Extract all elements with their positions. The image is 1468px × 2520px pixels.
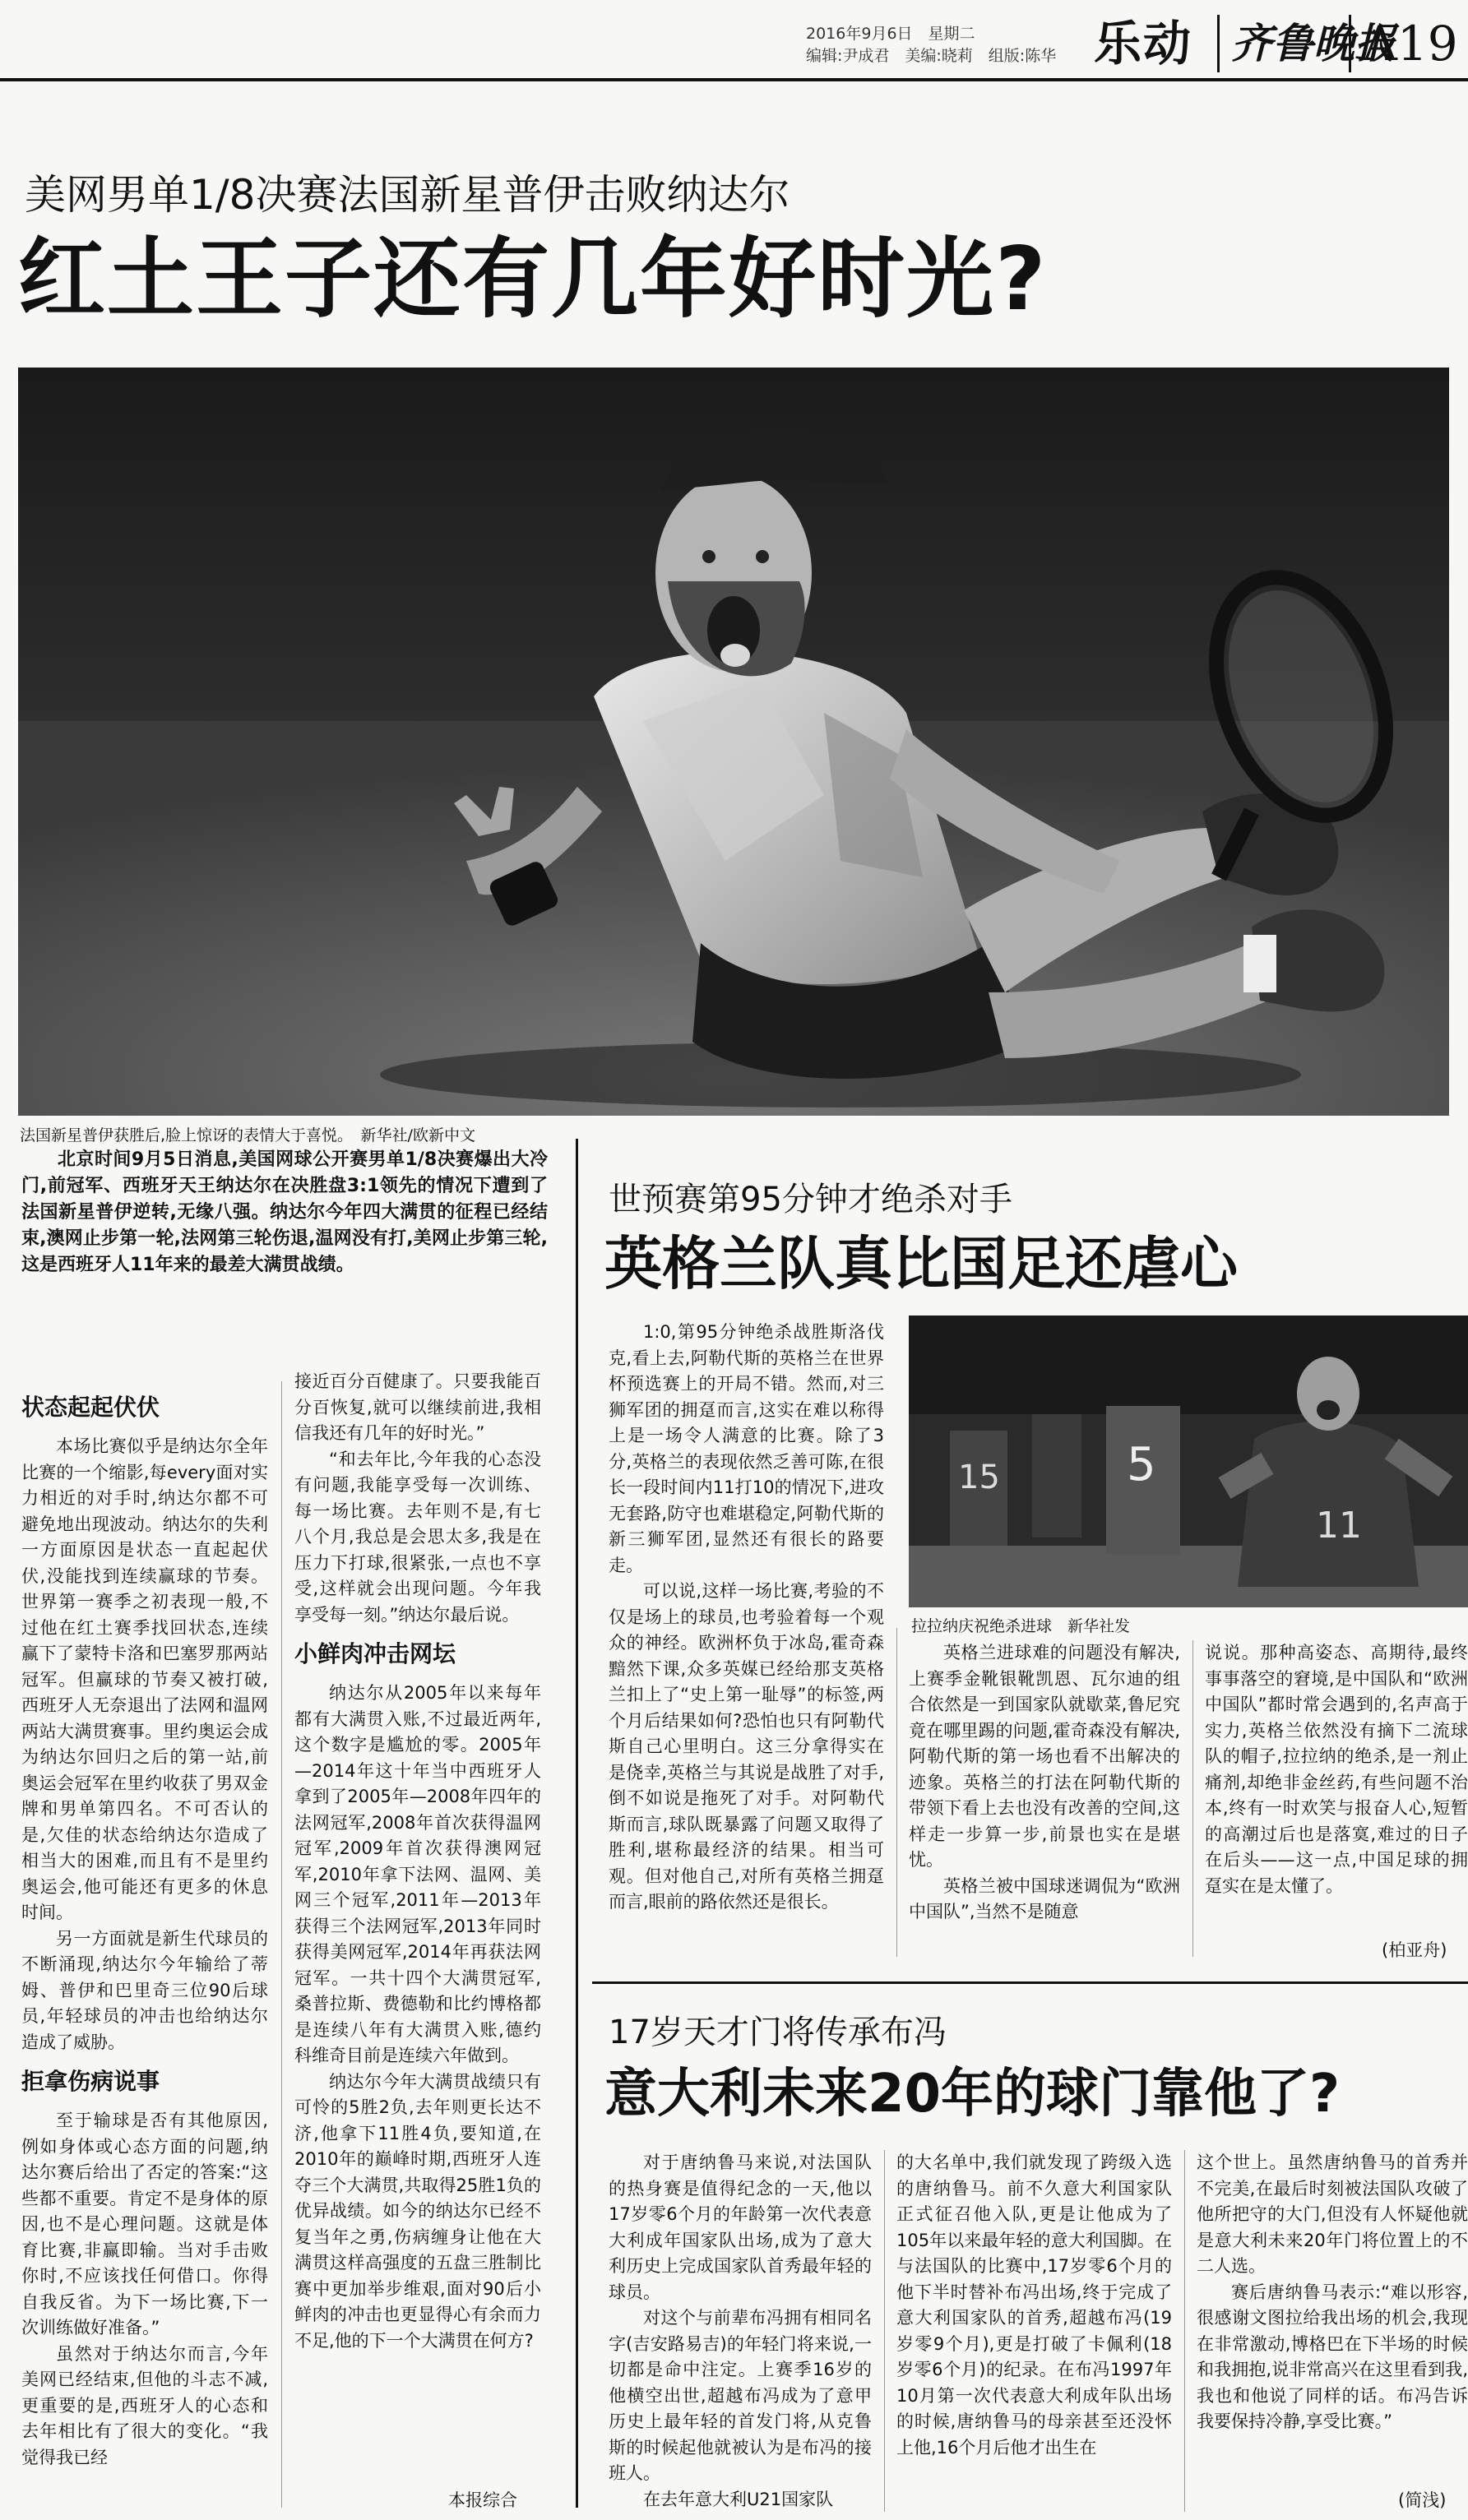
- column-subheading: 状态起起伏伏: [21, 1394, 160, 1421]
- column-paragraph: 在去年意大利U21国家队: [643, 2489, 834, 2509]
- column-paragraph: 对于唐纳鲁马来说,对法国队的热身赛是值得纪念的一天,他以17岁零6个月的年龄第一次代表意大利成年国家队出场,成为了意大利历史上完成国家队首秀最年轻的球员。: [609, 2152, 872, 2302]
- article2-kicker: 世预赛第95分钟才绝杀对手: [609, 1181, 1012, 1218]
- lead-photo-caption: 法国新星普伊获胜后,脸上惊讶的表情大于喜悦。 新华社/欧新中文: [20, 1126, 475, 1144]
- column-paragraph: 至于输球是否有其他原因,例如身体或心态方面的问题,纳达尔赛后给出了否定的答案:“这些都不重要。肯定不是身体的原因,也不是心理问题。这就是体育比赛,非赢即输。当对手击败你时,不应该找任何借口。你得自我反省。为下一场比赛,下一次训练做好准备。”: [21, 2111, 268, 2337]
- article2-column-2: [909, 1640, 1180, 1926]
- column-divider: [281, 1381, 282, 2508]
- column-paragraph: 接近百分百健康了。只要我能百分百恢复,就可以继续前进,我相信我还有几年的好时光。”: [294, 1371, 541, 1443]
- column-divider: [1192, 1640, 1193, 1957]
- lead-headline: 红土王子还有几年好时光?: [18, 229, 1048, 330]
- lead-kicker: 美网男单1/8决赛法国新星普伊击败纳达尔: [25, 171, 790, 219]
- newspaper-logo: 齐鲁晚报: [1217, 15, 1396, 72]
- article2-photo-caption: 拉拉纳庆祝绝杀进球 新华社发: [911, 1617, 1131, 1635]
- page-number: A19: [1349, 15, 1458, 72]
- article2-byline: (柏亚舟): [1382, 1940, 1447, 1960]
- column-paragraph: 说说。那种高姿态、高期待,最终事事落空的窘境,是中国队和“欧洲中国队”都时常会遇到的,名声高于实力,英格兰依然没有摘下二流球队的帽子,拉拉纳的绝杀,是一剂止痛剂,却绝非金丝药,有些问题不治本,终有一时欢笑与报奋人心,短暂的高潮过后也是落寞,难过的日子在后头——这一点,中国足球的拥趸实在是太懂了。: [1205, 1643, 1468, 1896]
- section-divider: [576, 1139, 578, 2508]
- masthead-meta: [806, 23, 1077, 67]
- lead-byline: 本报综合: [448, 2490, 517, 2510]
- column-paragraph: “和去年比,今年我的心态没有问题,我能享受每一次训练、每一场比赛。去年则不是,有七八个月,我总是会思太多,我是在压力下打球,很紧张,一点也不享受,这样就会出现问题。今年我享受每一刻。”纳达尔最后说。: [294, 1449, 541, 1625]
- issue-date: 2016年9月6日 星期二: [806, 25, 975, 43]
- article3-column-1: [609, 2150, 872, 2513]
- column-paragraph: 纳达尔从2005年以来每年都有大满贯入账,不过最近两年,这个数字是尴尬的零。2005年—2014年这十年当中西班牙人拿到了2005年—2008年四年的法网冠军,2008年首次获得温网冠军,2009年首次获得澳网冠军,2010年拿下法网、温网、美网三个冠军,2011年—2013年获得三个法网冠军,2013年同时获得美网冠军,2014年再获法网冠军。一共十四个大满贯冠军,桑普拉斯、费德勒和比约博格都是连续八年有大满贯入账,德约科维奇目前是连续六年做到。: [294, 1683, 541, 2065]
- article3-rule: [592, 1981, 1468, 1984]
- column-subheading: 小鲜肉冲击网坛: [294, 1640, 456, 1667]
- masthead-rule: [0, 78, 1468, 81]
- lead-column-1: [21, 1381, 268, 2471]
- column-paragraph: 本场比赛似乎是纳达尔全年比赛的一个缩影,每every面对实力相近的对手时,纳达尔都不可避免地出现波动。纳达尔的失利一方面原因是状态一直起起伏伏,没能找到连续赢球的节奏。世界第一赛季之初表现一般,不过他在红土赛季找回状态,连续赢下了蒙特卡洛和巴塞罗那两站冠军。但赢球的节奏又被打破,西班牙人无奈退出了法网和温网两站大满贯赛事。里约奥运会成为纳达尔回归之后的第一站,前奥运会冠军在里约收获了男双金牌和男单第四名。不可否认的是,欠佳的状态给纳达尔造成了相当大的困难,而且有不是里约奥运会,他可能还有更多的休息时间。: [21, 1436, 268, 1922]
- column-paragraph: 虽然对于纳达尔而言,今年美网已经结束,但他的斗志不减,更重要的是,西班牙人的心态和去年相比有了很大的变化。“我觉得我已经: [21, 2343, 268, 2467]
- article2-photo: [909, 1315, 1468, 1607]
- staff-credits: 编辑:尹成君 美编:晓莉 组版:陈华: [806, 47, 1057, 65]
- column-paragraph: 的大名单中,我们就发现了跨级入选的唐纳鲁马。前不久意大利国家队正式征召他入队,更是让他成为了105年以来最年轻的意大利国脚。在与法国队的比赛中,17岁零6个月的他下半时替补布冯出场,终于完成了意大利国家队的首秀,超越布冯(19岁零9个月),更是打破了卡佩利(18岁零6个月)的纪录。在布冯1997年10月第一次代表意大利成年队出场的时候,唐纳鲁马的母亲甚至还没怀上他,16个月后他才出生在: [896, 2152, 1172, 2458]
- article3-byline: (简浅): [1398, 2490, 1447, 2510]
- column-paragraph: 对这个与前辈布冯拥有相同名字(吉安路易吉)的年轻门将来说,一切都是命中注定。上赛季16岁的他横空出世,超越布冯成为了意甲历史上最年轻的首发门将,从克鲁斯的时候起他就被认为是布冯的接班人。: [609, 2308, 872, 2483]
- column-paragraph: 1:0,第95分钟绝杀战胜斯洛伐克,看上去,阿勒代斯的英格兰在世界杯预选赛上的开局不错。然而,对三狮军团的拥趸而言,这实在难以称得上是一场令人满意的比赛。除了3分,英格兰的表现依然乏善可陈,在很长一段时间内11打10的情况下,进攻无套路,防守也难堪稳定,阿勒代斯的新三狮军团,显然还有很长的路要走。: [609, 1322, 884, 1575]
- svg-text:15: 15: [958, 1459, 1000, 1496]
- section-name: 乐动: [1094, 16, 1193, 72]
- article2-headline: 英格兰队真比国足还虐心: [604, 1230, 1238, 1297]
- football-celebration-photo: [909, 1315, 1468, 1607]
- column-paragraph: 这个世上。虽然唐纳鲁马的首秀并不完美,在最后时刻被法国队攻破了他所把守的大门,但没有人怀疑他就是意大利未来20年门将位置上的不二人选。: [1197, 2152, 1468, 2276]
- column-divider: [884, 2150, 885, 2512]
- article2-column-1: [609, 1320, 884, 1916]
- article3-column-2: [896, 2150, 1172, 2461]
- article2-column-3: [1205, 1640, 1468, 1899]
- column-subheading: 拒拿伤病说事: [21, 2068, 160, 2095]
- column-paragraph: 另一方面就是新生代球员的不断涌现,纳达尔今年输给了蒂姆、普伊和巴里奇三位90后球员,年轻球员的冲击也给纳达尔造成了威胁。: [21, 1928, 268, 2052]
- svg-text:11: 11: [1316, 1505, 1362, 1547]
- svg-text:5: 5: [1127, 1438, 1156, 1491]
- lead-intro-paragraph: 北京时间9月5日消息,美国网球公开赛男单1/8决赛爆出大冷门,前冠军、西班牙天王纳达尔在决胜盘3:1领先的情况下遭到了法国新星普伊逆转,无缘八强。纳达尔今年四大满贯的征程已经结束,澳网止步第一轮,法网第三轮伤退,温网没有打,美网止步第三轮,这是西班牙人11年来的最差大满贯战绩。: [21, 1149, 548, 1275]
- column-divider: [896, 1628, 897, 1957]
- column-paragraph: 赛后唐纳鲁马表示:“难以形容,很感谢文图拉给我出场的机会,我现在非常激动,博格巴在下半场的时候和我拥抱,说非常高兴在这里看到我,我也和他说了同样的话。布冯告诉我要保持冷静,享受比赛。”: [1197, 2282, 1468, 2431]
- article3-headline: 意大利未来20年的球门靠他了?: [604, 2064, 1341, 2125]
- column-divider: [1184, 2150, 1185, 2512]
- article3-column-3: [1197, 2150, 1468, 2435]
- article3-kicker: 17岁天才门将传承布冯: [609, 2014, 947, 2051]
- column-paragraph: 可以说,这样一场比赛,考验的不仅是场上的球员,也考验着每一个观众的神经。欧洲杯负于冰岛,霍奇森黯然下课,众多英媒已经给那支英格兰扣上了“史上第一耻辱”的标签,两个月后结果如何?恐怕也只有阿勒代斯自己心里明白。这三分拿得实在是侥幸,英格兰与其说是战胜了对手,倒不如说是拖死了对手。对阿勒代斯而言,球队既暴露了问题又取得了胜利,堪称最经济的结果。相当可观。但对他自己,对所有英格兰拥趸而言,眼前的路依然还是很长。: [609, 1581, 884, 1912]
- column-paragraph: 英格兰进球难的问题没有解决,上赛季金靴银靴凯恩、瓦尔迪的组合依然是一到国家队就歇菜,鲁尼究竟在哪里踢的问题,霍奇森没有解决,阿勒代斯的第一场也看不出解决的迹象。英格兰的打法在阿勒代斯的带领下看上去也没有改善的空间,这样走一步算一步,前景也实在是堪忧。: [909, 1643, 1180, 1870]
- lead-column-2: [294, 1369, 541, 2354]
- column-paragraph: 英格兰被中国球迷调侃为“欧洲中国队”,当然不是随意: [909, 1875, 1180, 1921]
- column-paragraph: 纳达尔今年大满贯战绩只有可怜的5胜2负,去年则更长达不济,他拿下11胜4负,要知道,在2010年的巅峰时期,西班牙人连夺三个大满贯,共取得25胜1负的优异战绩。如今的纳达尔已经不复当年之勇,伤病缠身让他在大满贯这样高强度的五盘三胜制比赛中更加举步维艰,面对90后小鲜肉的冲击也更显得心有余而力不足,他的下一个大满贯在何方?: [294, 2071, 541, 2351]
- lead-photo: [18, 368, 1449, 1116]
- tennis-player-photo: [18, 368, 1449, 1116]
- lead-intro: [21, 1147, 548, 1278]
